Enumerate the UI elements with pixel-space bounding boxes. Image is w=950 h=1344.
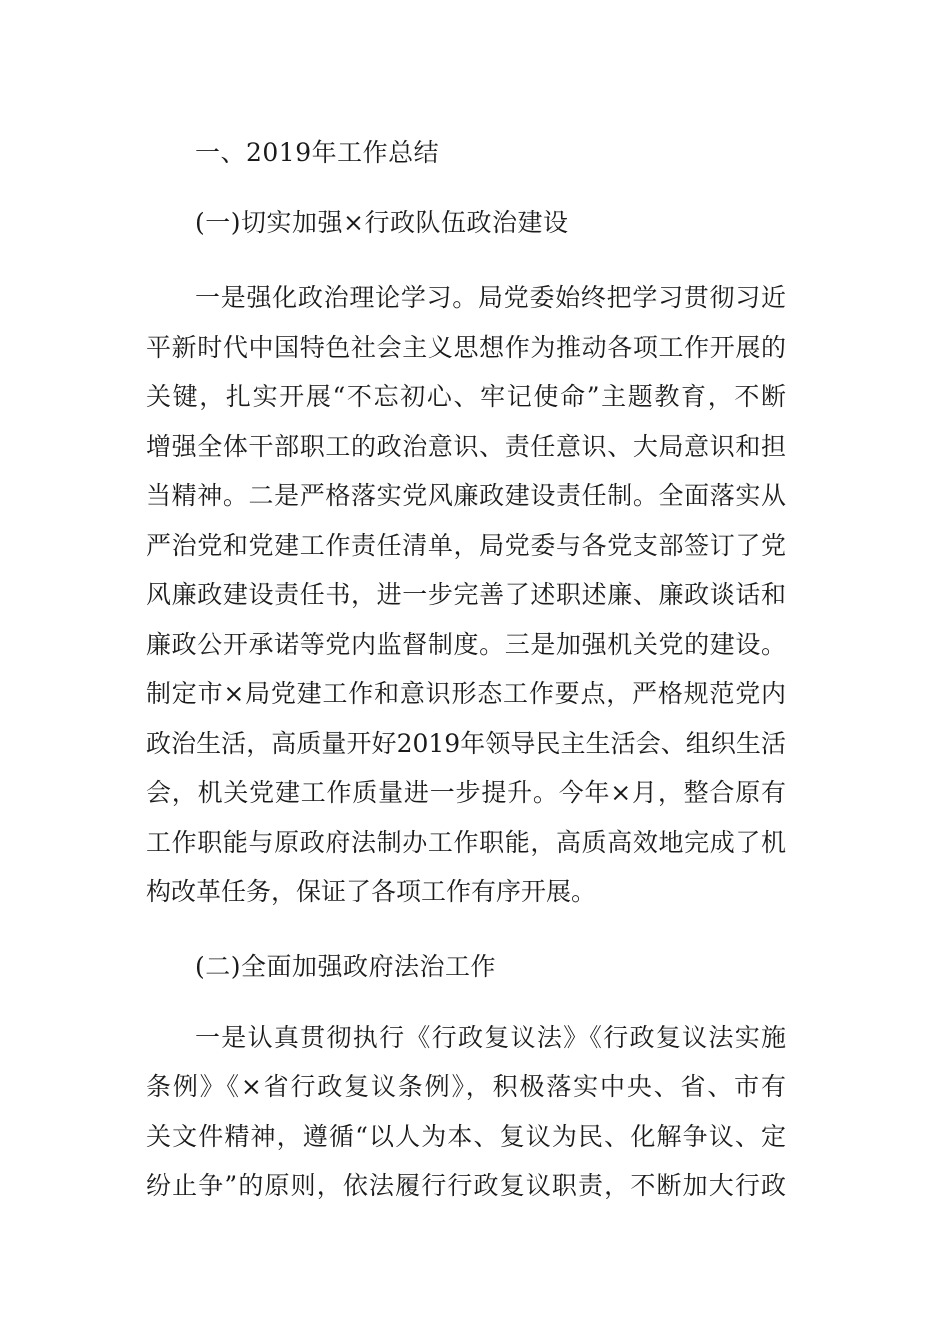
paragraph-line: 一是强化政治理论学习。局党委始终把学习贯彻习近 bbox=[195, 283, 786, 312]
section-heading-main: 一、2019年工作总结 bbox=[195, 138, 440, 167]
section1-title: (一)切实加强×行政队伍政治建设 bbox=[195, 208, 569, 237]
paragraph-line: 平新时代中国特色社会主义思想作为推动各项工作开展的 bbox=[146, 333, 786, 362]
paragraph-line: 廉政公开承诺等党内监督制度。三是加强机关党的建设。 bbox=[146, 630, 786, 659]
paragraph-line: 工作职能与原政府法制办工作职能，高质高效地完成了机 bbox=[146, 828, 786, 857]
paragraph-line: 关键，扎实开展“不忘初心、牢记使命”主题教育，不断 bbox=[146, 382, 786, 411]
section2-title: (二)全面加强政府法治工作 bbox=[195, 952, 497, 981]
paragraph-line: 构改革任务，保证了各项工作有序开展。 bbox=[146, 877, 597, 906]
paragraph-line: 制定市×局党建工作和意识形态工作要点，严格规范党内 bbox=[146, 679, 786, 708]
paragraph-line: 一是认真贯彻执行《行政复议法》《行政复议法实施 bbox=[195, 1023, 786, 1052]
paragraph-line: 纷止争”的原则，依法履行行政复议职责，不断加大行政 bbox=[146, 1171, 786, 1200]
paragraph-line: 严治党和党建工作责任清单，局党委与各党支部签订了党 bbox=[146, 531, 786, 560]
paragraph-line: 当精神。二是严格落实党风廉政建设责任制。全面落实从 bbox=[146, 481, 786, 510]
paragraph-line: 会，机关党建工作质量进一步提升。今年×月，整合原有 bbox=[146, 778, 786, 807]
paragraph-line: 增强全体干部职工的政治意识、责任意识、大局意识和担 bbox=[146, 432, 786, 461]
paragraph-line: 政治生活，高质量开好2019年领导民主生活会、组织生活 bbox=[146, 729, 786, 758]
paragraph-line: 关文件精神，遵循“以人为本、复议为民、化解争议、定 bbox=[146, 1122, 786, 1151]
paragraph-line: 条例》《×省行政复议条例》，积极落实中央、省、市有 bbox=[146, 1072, 786, 1101]
paragraph-line: 风廉政建设责任书，进一步完善了述职述廉、廉政谈话和 bbox=[146, 580, 786, 609]
